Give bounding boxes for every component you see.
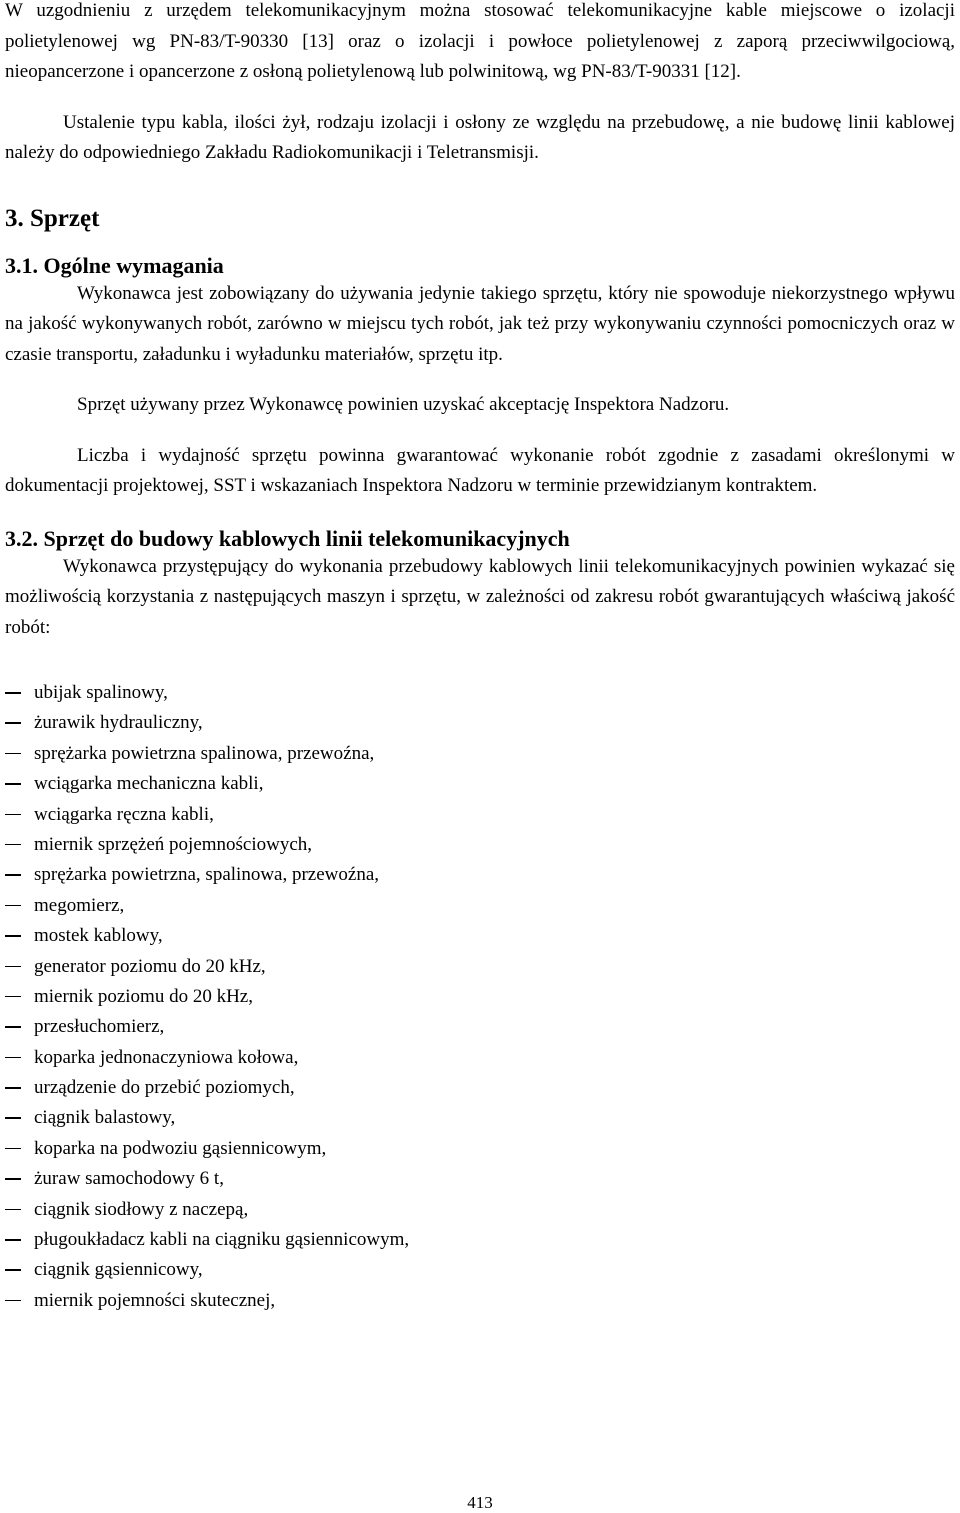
list-item-text: pługoukładacz kabli na ciągniku gąsiennicowym, xyxy=(34,1229,410,1251)
dash-bullet-icon xyxy=(5,722,21,724)
list-item xyxy=(5,1195,955,1225)
list-item-text: koparka jednonaczyniowa kołowa, xyxy=(34,1046,299,1068)
dash-bullet-icon xyxy=(5,844,21,846)
list-item xyxy=(5,952,955,982)
list-item-text: ciągnik balastowy, xyxy=(34,1107,176,1129)
dash-bullet-icon xyxy=(5,1269,21,1271)
list-item-text: miernik sprzężeń pojemnościowych, xyxy=(34,833,313,855)
list-item-text: miernik poziomu do 20 kHz, xyxy=(34,985,253,1007)
list-item-text: ciągnik siodłowy z naczepą, xyxy=(34,1198,249,1220)
section-heading-equipment: 3. Sprzęt xyxy=(5,204,100,232)
list-item-text: ubijak spalinowy, xyxy=(34,682,168,703)
list-item-text: wciągarka ręczna kabli, xyxy=(34,803,214,825)
list-item xyxy=(5,1012,955,1042)
paragraph-equipment-quantity: Liczba i wydajność sprzętu powinna gwarantować wykonanie robót zgodnie z zasadami określonymi w dokumentacji projektowej, SST i wskazaniach Inspektora Nadzoru w terminie przewidzianym kontraktem. xyxy=(5,444,955,496)
list-item-text: wciągarka mechaniczna kabli, xyxy=(34,773,264,795)
list-item-text: koparka na podwoziu gąsiennicowym, xyxy=(34,1137,327,1159)
list-item-text: generator poziomu do 20 kHz, xyxy=(34,955,266,977)
list-item xyxy=(5,769,955,799)
list-item-text: ciągnik gąsiennicowy, xyxy=(34,1259,203,1281)
list-item xyxy=(5,739,955,769)
equipment-list xyxy=(5,678,955,1316)
list-item xyxy=(5,1286,955,1316)
dash-bullet-icon xyxy=(5,1178,21,1180)
dash-bullet-icon xyxy=(5,1117,21,1119)
dash-bullet-icon xyxy=(5,753,21,755)
dash-bullet-icon xyxy=(5,905,21,907)
list-item xyxy=(5,1043,955,1073)
list-item xyxy=(5,800,955,830)
list-item xyxy=(5,708,955,738)
dash-bullet-icon xyxy=(5,783,21,785)
dash-bullet-icon xyxy=(5,935,21,937)
dash-bullet-icon xyxy=(5,1300,21,1302)
dash-bullet-icon xyxy=(5,1026,21,1028)
subsection-heading-general-requirements: 3.1. Ogólne wymagania xyxy=(5,252,224,278)
dash-bullet-icon xyxy=(5,692,21,694)
list-item xyxy=(5,678,955,708)
paragraph-equipment-approval: Sprzęt używany przez Wykonawcę powinien uzyskać akceptację Inspektora Nadzoru. xyxy=(77,394,730,415)
list-item xyxy=(5,1073,955,1103)
list-item xyxy=(5,1103,955,1133)
list-item xyxy=(5,1255,955,1285)
paragraph-equipment-intro: Wykonawca przystępujący do wykonania przebudowy kablowych linii telekomunikacyjnych powinien wykazać się możliwością korzystania z następujących maszyn i sprzętu, w zależności od zakresu robót gwarantujących właściwą jakość robót: xyxy=(5,555,955,638)
list-item xyxy=(5,891,955,921)
subsection-heading-cable-equipment: 3.2. Sprzęt do budowy kablowych linii telekomunikacyjnych xyxy=(5,525,570,551)
list-item-text: miernik pojemności skutecznej, xyxy=(34,1289,276,1311)
dash-bullet-icon xyxy=(5,966,21,968)
list-item-text: żurawik hydrauliczny, xyxy=(34,712,203,734)
dash-bullet-icon xyxy=(5,1209,21,1211)
list-item xyxy=(5,1225,955,1255)
dash-bullet-icon xyxy=(5,996,21,998)
list-item-text: mostek kablowy, xyxy=(34,925,163,947)
document-page xyxy=(5,0,955,1316)
list-item-text: przesłuchomierz, xyxy=(34,1016,165,1038)
dash-bullet-icon xyxy=(5,1057,21,1059)
list-item xyxy=(5,1164,955,1194)
paragraph-contractor-obligation: Wykonawca jest zobowiązany do używania jedynie takiego sprzętu, który nie spowoduje niekorzystnego wpływu na jakość wykonywanych robót, zarówno w miejscu tych robót, jak też przy wykonywaniu czynności pomocniczych oraz w czasie transportu, załadunku i wyładunku materiałów, sprzętu itp. xyxy=(5,282,955,365)
list-item-text: megomierz, xyxy=(34,894,125,916)
list-item xyxy=(5,982,955,1012)
paragraph-cable-type: Ustalenie typu kabla, ilości żył, rodzaju izolacji i osłony ze względu na przebudowę, a nie budowę linii kablowej należy do odpowiedniego Zakładu Radiokomunikacji i Teletransmisji. xyxy=(5,111,955,163)
list-item-text: sprężarka powietrzna spalinowa, przewoźna, xyxy=(34,742,375,764)
dash-bullet-icon xyxy=(5,1239,21,1241)
list-item-text: żuraw samochodowy 6 t, xyxy=(34,1168,224,1190)
list-item xyxy=(5,830,955,860)
page-number: 413 xyxy=(467,1493,493,1512)
dash-bullet-icon xyxy=(5,1148,21,1150)
list-item xyxy=(5,1134,955,1164)
list-item-text: urządzenie do przebić poziomych, xyxy=(34,1077,295,1099)
dash-bullet-icon xyxy=(5,874,21,876)
dash-bullet-icon xyxy=(5,1087,21,1089)
paragraph-cable-agreement: W uzgodnieniu z urzędem telekomunikacyjnym można stosować telekomunikacyjne kable miejscowe o izolacji polietylenowej wg PN-83/T-90330 [13] oraz o izolacji i powłoce polietylenowej z zaporą przeciwwilgociową, nieopancerzone i opancerzone z osłoną polietylenową lub polwinitową, wg PN-83/T-90331 [12]. xyxy=(5,0,955,82)
list-item xyxy=(5,860,955,890)
list-item xyxy=(5,921,955,951)
list-item-text: sprężarka powietrzna, spalinowa, przewoźna, xyxy=(34,864,380,886)
dash-bullet-icon xyxy=(5,814,21,816)
